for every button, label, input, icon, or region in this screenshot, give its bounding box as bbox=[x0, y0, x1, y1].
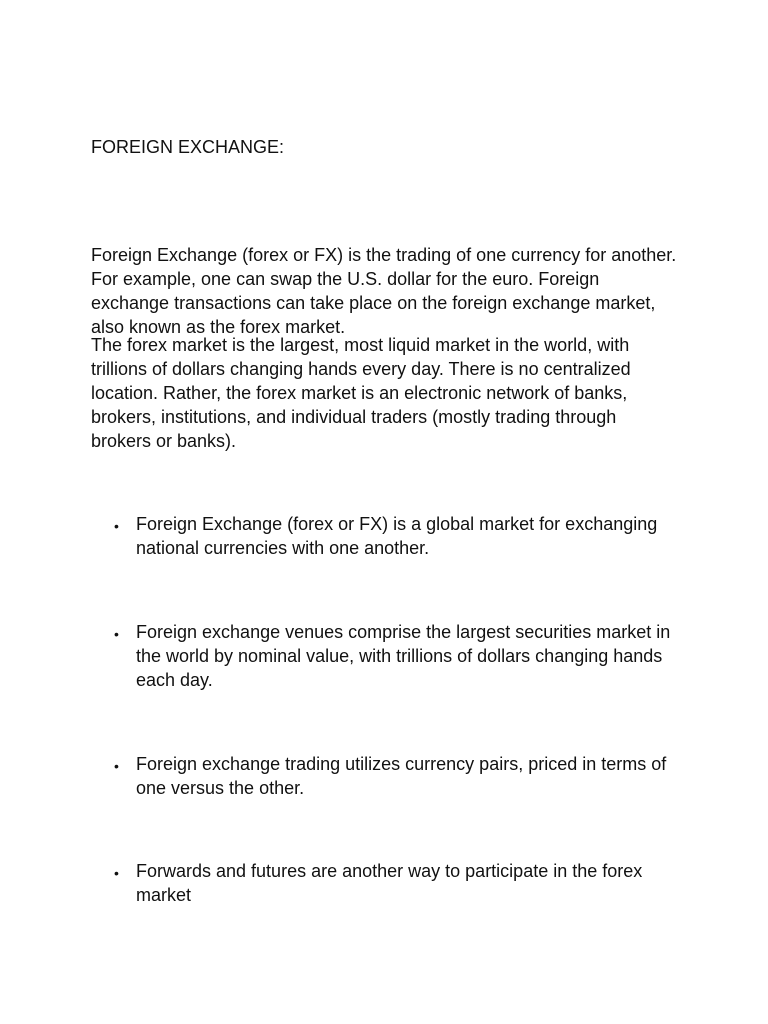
bullet-text: Forwards and futures are another way to participate in the forex market bbox=[136, 861, 643, 905]
paragraph-forex-market: The forex market is the largest, most liquid market in the world, with trillions of dollars changing hands every day. There is no centralized location. Rather, the forex market is an electronic network of banks, brokers, institutions, and individual traders (mostly trading through brokers or banks). bbox=[91, 335, 631, 451]
bullet-icon: • bbox=[114, 865, 119, 881]
paragraph-forex-definition: Foreign Exchange (forex or FX) is the trading of one currency for another. For example, one can swap the U.S. dollar for the euro. Foreign exchange transactions can take place on the foreign exchange market, also known as the forex market. bbox=[91, 245, 677, 337]
bullet-icon: • bbox=[114, 626, 119, 642]
bullet-icon: • bbox=[114, 518, 119, 534]
bullet-text: Foreign exchange trading utilizes currency pairs, priced in terms of one versus the other. bbox=[136, 754, 667, 798]
list-item bbox=[114, 859, 674, 907]
list-item bbox=[114, 512, 674, 560]
bullet-text: Foreign exchange venues comprise the largest securities market in the world by nominal value, with trillions of dollars changing hands each day. bbox=[136, 622, 671, 690]
bullet-icon: • bbox=[114, 758, 119, 774]
list-item bbox=[114, 620, 674, 692]
bullet-text: Foreign Exchange (forex or FX) is a global market for exchanging national currencies with one another. bbox=[136, 514, 658, 558]
document-heading: FOREIGN EXCHANGE: bbox=[91, 137, 285, 157]
list-item bbox=[114, 752, 674, 800]
